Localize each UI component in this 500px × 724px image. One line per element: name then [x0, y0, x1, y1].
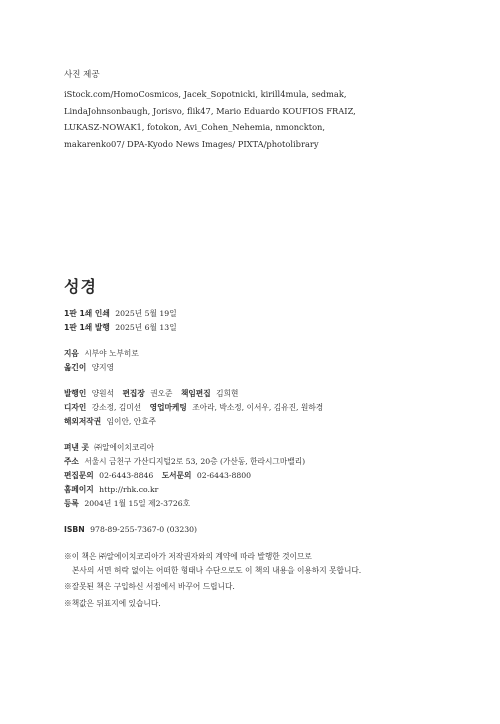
- book-inquiry-phone: 02-6443-8800: [196, 471, 252, 480]
- staff-row-1: [64, 388, 244, 400]
- responsible-editor-name: 김희현: [216, 389, 239, 398]
- translator-row: [64, 362, 120, 374]
- staff-row-2: [64, 402, 329, 414]
- editor-in-chief-label: 편집장: [122, 389, 145, 398]
- book-title: 성경: [64, 277, 97, 296]
- foreign-rights-names: 임이안, 안효주: [106, 417, 157, 426]
- marketing-label: 영업마케팅: [149, 403, 187, 412]
- address-label: 주소: [64, 457, 79, 466]
- translator-label: 옮긴이: [64, 363, 87, 372]
- exchange-note: ※잘못된 책은 구입하신 서점에서 바꾸어 드립니다.: [64, 582, 235, 591]
- registration-text: 2004년 1월 15일 제2-3726호: [84, 499, 191, 508]
- copyright-note-line-1: ※이 책은 ㈜알에이치코리아가 저작권자와의 계약에 따라 발행한 것이므로: [64, 552, 312, 561]
- author-name: 시부야 노부히로: [84, 349, 139, 358]
- first-publish-date: 2025년 6월 13일: [115, 323, 177, 332]
- responsible-editor-label: 책임편집: [180, 389, 211, 398]
- photo-credits-title: 사진 제공: [64, 70, 100, 80]
- company-row: [64, 442, 160, 454]
- editor-in-chief-name: 권오준: [150, 389, 173, 398]
- inquiry-row: [64, 470, 257, 482]
- homepage-row: [64, 484, 164, 496]
- marketing-names: 조아라, 박소정, 이서우, 김유진, 원하경: [192, 403, 324, 412]
- author-row: [64, 348, 145, 360]
- homepage-url: http://rhk.co.kr: [99, 485, 159, 494]
- first-publish-label: 1판 1쇄 발행: [64, 323, 110, 332]
- address-row: [64, 456, 311, 468]
- author-label: 지음: [64, 349, 79, 358]
- foreign-rights-label: 해외저작권: [64, 417, 102, 426]
- first-print-label: 1판 1쇄 인쇄: [64, 309, 110, 318]
- staff-row-3: [64, 416, 162, 428]
- book-inquiry-label: 도서문의: [161, 471, 192, 480]
- edit-inquiry-phone: 02-6443-8846: [99, 471, 154, 480]
- publisher-name: 양원석: [91, 389, 115, 398]
- first-print-date: 2025년 5월 19일: [115, 309, 177, 318]
- registration-label: 등록: [64, 499, 79, 508]
- address-text: 서울시 금천구 가산디지털2로 53, 20층 (가산동, 한라시그마밸리): [84, 457, 306, 466]
- isbn-row: [64, 524, 203, 536]
- company-label: 펴낸 곳: [64, 443, 89, 452]
- registration-row: [64, 498, 196, 510]
- photo-credits-text: iStock.com/HomoCosmicos, Jacek_Sopotnicki, kirill4mula, sedmak, LindaJohnsonbaugh, Jorisvo, flik47, Mario Eduardo KOUFIOS FRAIZ, LUKASZ-NOWAK1, fotokon, Avi_Cohen_Nehemia, nmonckton, makarenko07/ DPA-Kyodo News Images/ PIXTA/photolibrary: [64, 89, 356, 149]
- homepage-label: 홈페이지: [64, 485, 94, 494]
- publisher-label: 발행인: [64, 389, 87, 398]
- translator-name: 양지영: [91, 363, 115, 372]
- price-note: ※책값은 뒤표지에 있습니다.: [64, 599, 161, 608]
- design-label: 디자인: [64, 403, 87, 412]
- edit-inquiry-label: 편집문의: [64, 471, 94, 480]
- isbn-label: ISBN: [64, 525, 85, 534]
- first-print-row: [64, 308, 183, 320]
- copyright-note-line-2: 본사의 서면 허락 없이는 어떠한 형태나 수단으로도 이 책의 내용을 이용하지 못합니다.: [72, 566, 362, 575]
- company-name: ㈜알에이치코리아: [94, 443, 155, 452]
- isbn-value: 978-89-255-7367-0 (03230): [90, 525, 198, 534]
- design-names: 강소정, 김미선: [91, 403, 142, 412]
- first-publish-row: [64, 322, 183, 334]
